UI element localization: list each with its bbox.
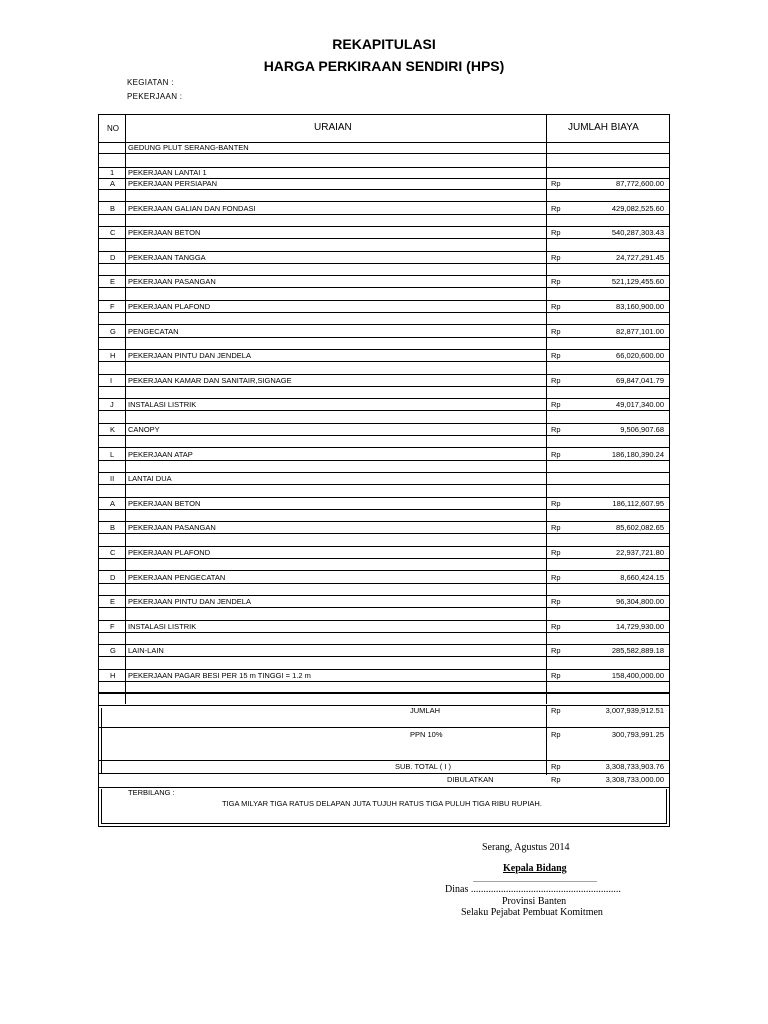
row-amount: 85,602,082.65 bbox=[616, 523, 664, 533]
row-amount: 521,129,455.60 bbox=[611, 277, 664, 287]
row-no: I bbox=[110, 375, 113, 385]
row-no: A bbox=[110, 179, 116, 188]
table-rule bbox=[98, 386, 669, 387]
table-rule bbox=[98, 727, 669, 728]
no-col-border bbox=[125, 114, 126, 704]
row-amount: 22,937,721.80 bbox=[616, 548, 664, 557]
table-rule bbox=[98, 287, 669, 288]
row-currency: Rp bbox=[551, 425, 561, 434]
doc-title: REKAPITULASI bbox=[332, 36, 436, 52]
row-no: D bbox=[110, 252, 116, 262]
pekerjaan-label: PEKERJAAN : bbox=[127, 92, 183, 101]
row-amount: 540,287,303.43 bbox=[611, 228, 664, 238]
ppn-amount: 300,793,991.25 bbox=[611, 730, 664, 739]
signature-province: Provinsi Banten bbox=[502, 896, 567, 907]
row-no: F bbox=[110, 302, 115, 311]
row-currency: Rp bbox=[551, 302, 561, 311]
table-rule bbox=[98, 692, 669, 693]
table-rule bbox=[98, 546, 669, 547]
table-rule bbox=[98, 312, 669, 313]
table-rule bbox=[98, 361, 669, 362]
row-currency: Rp bbox=[551, 277, 561, 287]
table-rule bbox=[98, 238, 669, 239]
row-amount: 158,400,000.00 bbox=[611, 671, 664, 680]
row-currency: Rp bbox=[551, 621, 561, 631]
table-rule bbox=[98, 337, 669, 338]
row-currency: Rp bbox=[551, 375, 561, 385]
table-rule bbox=[98, 497, 669, 498]
row-no: G bbox=[110, 326, 116, 336]
row-no: G bbox=[110, 646, 116, 656]
terbilang-text: TIGA MILYAR TIGA RATUS DELAPAN JUTA TUJUH RATUS TIGA PULUH TIGA RIBU RUPIAH. bbox=[222, 799, 542, 808]
ppn-currency: Rp bbox=[551, 730, 561, 739]
table-rule bbox=[98, 787, 669, 788]
row-no: A bbox=[110, 498, 116, 508]
row-desc: PEKERJAAN BETON bbox=[128, 498, 201, 508]
table-rule bbox=[98, 201, 669, 202]
table-rule bbox=[98, 681, 669, 682]
row-amount: 186,180,390.24 bbox=[611, 449, 664, 459]
signature-dinas: Dinas ............................................................ bbox=[445, 884, 621, 895]
table-rule bbox=[98, 595, 669, 596]
signature-role: Kepala Bidang bbox=[503, 863, 567, 874]
table-rule bbox=[98, 521, 669, 522]
table-rule bbox=[98, 153, 669, 154]
row-currency: Rp bbox=[551, 228, 561, 238]
table-rule bbox=[98, 226, 669, 227]
row-amount: 96,304,800.00 bbox=[616, 597, 664, 607]
row-currency: Rp bbox=[551, 646, 561, 656]
row-no: E bbox=[110, 597, 116, 607]
table-rule bbox=[98, 570, 669, 571]
row-no: C bbox=[110, 548, 116, 557]
row-currency: Rp bbox=[551, 179, 561, 188]
terbilang-inner-right bbox=[666, 789, 667, 824]
row-amount: 69,847,041.79 bbox=[616, 375, 664, 385]
row-no: D bbox=[110, 572, 116, 582]
table-rule bbox=[98, 398, 669, 399]
row-currency: Rp bbox=[551, 351, 561, 361]
row-desc: PEKERJAAN PASANGAN bbox=[128, 523, 216, 533]
jumlah-currency: Rp bbox=[551, 706, 561, 715]
row-amount: 285,582,889.18 bbox=[611, 646, 664, 656]
table-rule bbox=[98, 607, 669, 608]
table-rule bbox=[98, 620, 669, 621]
row-desc: INSTALASI LISTRIK bbox=[128, 621, 197, 631]
row-no: L bbox=[110, 449, 115, 459]
row-desc: PENGECATAN bbox=[128, 326, 179, 336]
row-no: K bbox=[110, 425, 116, 434]
row-currency: Rp bbox=[551, 572, 561, 582]
table-rule bbox=[98, 435, 669, 436]
table-rule bbox=[98, 669, 669, 670]
kegiatan-label: KEGIATAN : bbox=[127, 78, 174, 87]
totals-inner-left bbox=[101, 708, 102, 774]
header-no: NO bbox=[107, 124, 119, 133]
table-rule bbox=[98, 214, 669, 215]
row-currency: Rp bbox=[551, 449, 561, 459]
row-desc: LANTAI DUA bbox=[128, 474, 172, 484]
terbilang-inner-bottom bbox=[101, 823, 667, 824]
row-currency: Rp bbox=[551, 671, 561, 680]
table-rule bbox=[98, 472, 669, 473]
row-desc: PEKERJAAN PERSIAPAN bbox=[128, 179, 218, 188]
table-bottom-border bbox=[98, 826, 670, 827]
table-rule bbox=[98, 460, 669, 461]
subtotal-label: SUB. TOTAL ( I ) bbox=[395, 762, 451, 771]
header-jumlah: JUMLAH BIAYA bbox=[568, 122, 639, 133]
table-rule bbox=[98, 632, 669, 633]
table-rule bbox=[98, 423, 669, 424]
subtotal-currency: Rp bbox=[551, 762, 561, 771]
terbilang-label: TERBILANG : bbox=[128, 788, 175, 797]
table-rule bbox=[98, 447, 669, 448]
table-rule bbox=[98, 773, 669, 774]
row-no: 1 bbox=[110, 168, 115, 177]
row-desc: PEKERJAAN TANGGA bbox=[128, 252, 206, 262]
row-desc: PEKERJAAN PINTU DAN JENDELA bbox=[128, 597, 251, 607]
row-amount: 87,772,600.00 bbox=[616, 179, 664, 188]
table-rule bbox=[98, 263, 669, 264]
row-desc: PEKERJAAN BETON bbox=[128, 228, 201, 238]
totals-col-border bbox=[546, 705, 547, 775]
signature-ppk: Selaku Pejabat Pembuat Komitmen bbox=[461, 907, 603, 918]
table-rule bbox=[98, 275, 669, 276]
row-desc: PEKERJAAN LANTAI 1 bbox=[128, 168, 207, 177]
row-desc: PEKERJAAN PASANGAN bbox=[128, 277, 216, 287]
dibulatkan-currency: Rp bbox=[551, 775, 561, 784]
row-currency: Rp bbox=[551, 523, 561, 533]
row-currency: Rp bbox=[551, 498, 561, 508]
row-no: H bbox=[110, 351, 116, 361]
dibulatkan-label: DIBULATKAN bbox=[447, 775, 494, 784]
table-rule bbox=[98, 656, 669, 657]
row-no: J bbox=[110, 400, 114, 410]
table-rule bbox=[98, 558, 669, 559]
table-rule bbox=[98, 324, 669, 325]
row-amount: 8,660,424.15 bbox=[620, 572, 664, 582]
ppn-label: PPN 10% bbox=[410, 730, 443, 739]
row-amount: 9,506,907.68 bbox=[620, 425, 664, 434]
row-no: B bbox=[110, 203, 116, 213]
table-right-border bbox=[669, 114, 670, 827]
table-rule bbox=[98, 251, 669, 252]
header-uraian: URAIAN bbox=[314, 122, 352, 133]
uraian-col-border bbox=[546, 114, 547, 704]
table-rule bbox=[98, 349, 669, 350]
row-amount: 24,727,291.45 bbox=[616, 252, 664, 262]
row-desc: PEKERJAAN PLAFOND bbox=[128, 548, 211, 557]
table-rule bbox=[98, 533, 669, 534]
row-currency: Rp bbox=[551, 400, 561, 410]
row-amount: 429,082,525.60 bbox=[611, 203, 664, 213]
row-currency: Rp bbox=[551, 326, 561, 336]
row-desc: PEKERJAAN PINTU DAN JENDELA bbox=[128, 351, 251, 361]
table-rule bbox=[98, 410, 669, 411]
row-amount: 82,877,101.00 bbox=[616, 326, 664, 336]
row-no: E bbox=[110, 277, 116, 287]
row-desc: INSTALASI LISTRIK bbox=[128, 400, 197, 410]
table-rule bbox=[98, 644, 669, 645]
table-top-border bbox=[98, 114, 669, 115]
table-rule bbox=[98, 189, 669, 190]
dibulatkan-amount: 3,308,733,000.00 bbox=[605, 775, 664, 784]
row-currency: Rp bbox=[551, 548, 561, 557]
row-amount: 66,020,600.00 bbox=[616, 351, 664, 361]
terbilang-inner-left bbox=[101, 789, 102, 824]
subtotal-amount: 3,308,733,903.76 bbox=[605, 762, 664, 771]
row-amount: 83,160,900.00 bbox=[616, 302, 664, 311]
row-currency: Rp bbox=[551, 597, 561, 607]
row-no: C bbox=[110, 228, 116, 238]
row-desc: PEKERJAAN PAGAR BESI PER 15 m TINGGI = 1.2 m bbox=[128, 671, 311, 680]
table-rule bbox=[98, 583, 669, 584]
row-no: B bbox=[110, 523, 116, 533]
table-rule bbox=[98, 484, 669, 485]
row-no: II bbox=[110, 474, 115, 484]
row-desc: LAIN-LAIN bbox=[128, 646, 164, 656]
row-amount: 186,112,607.95 bbox=[612, 498, 664, 508]
doc-subtitle: HARGA PERKIRAAN SENDIRI (HPS) bbox=[263, 58, 505, 74]
table-rule bbox=[98, 509, 669, 510]
row-desc: PEKERJAAN PENGECATAN bbox=[128, 572, 226, 582]
row-no: H bbox=[110, 671, 116, 680]
signature-dots: .............................................................. bbox=[473, 875, 597, 884]
table-left-border bbox=[98, 114, 99, 827]
table-rule bbox=[98, 693, 669, 694]
row-currency: Rp bbox=[551, 252, 561, 262]
row-amount: 49,017,340.00 bbox=[616, 400, 664, 410]
table-rule bbox=[98, 374, 669, 375]
table-rule bbox=[98, 300, 669, 301]
section-label: GEDUNG PLUT SERANG-BANTEN bbox=[128, 143, 249, 152]
row-desc: PEKERJAAN PLAFOND bbox=[128, 302, 211, 311]
row-desc: PEKERJAAN ATAP bbox=[128, 449, 193, 459]
row-no: F bbox=[110, 621, 115, 631]
jumlah-amount: 3,007,939,912.51 bbox=[605, 706, 664, 715]
place-date: Serang, Agustus 2014 bbox=[482, 842, 570, 853]
row-currency: Rp bbox=[551, 203, 561, 213]
row-desc: PEKERJAAN GALIAN DAN FONDASI bbox=[128, 203, 256, 213]
row-desc: CANOPY bbox=[128, 425, 160, 434]
jumlah-label: JUMLAH bbox=[410, 706, 441, 715]
table-rule bbox=[98, 760, 669, 761]
row-desc: PEKERJAAN KAMAR DAN SANITAIR,SIGNAGE bbox=[128, 375, 292, 385]
row-amount: 14,729,930.00 bbox=[616, 621, 664, 631]
